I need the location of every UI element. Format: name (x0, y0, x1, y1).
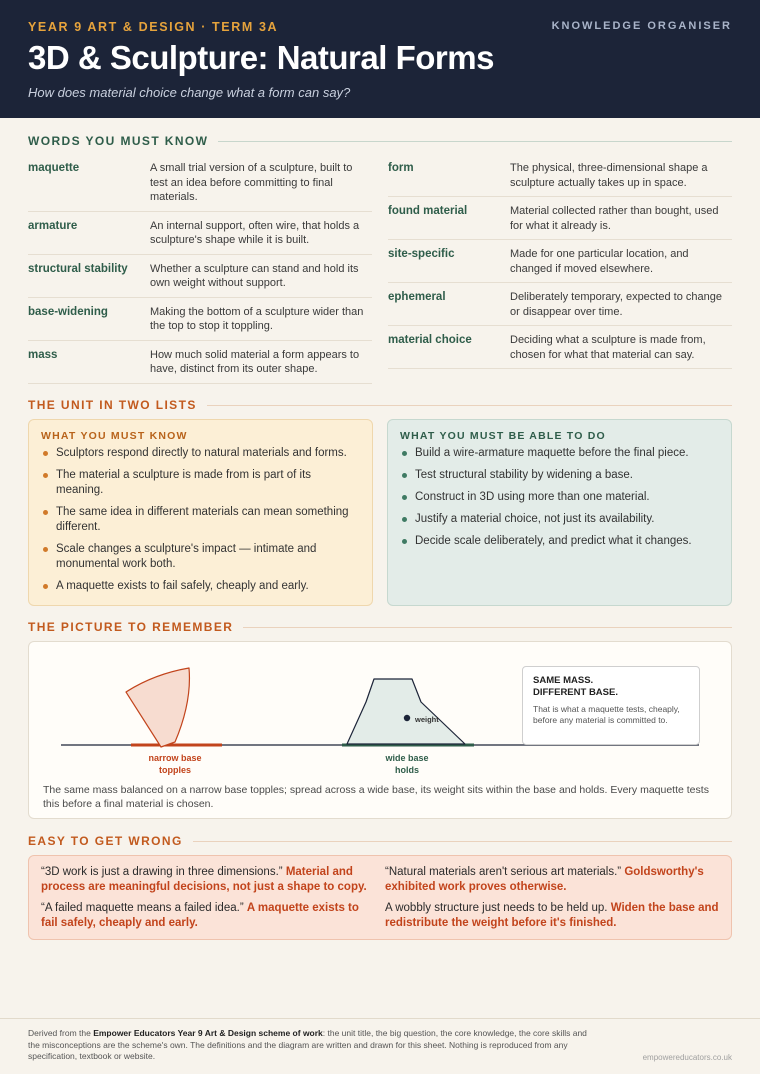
misconception-item (385, 865, 719, 895)
list-item (41, 505, 360, 535)
glossary-column-left (28, 154, 372, 384)
list-item-text: Scale changes a sculpture's impact — intimate and monumental work both. (56, 543, 317, 570)
website-credit: empowereducators.co.uk (642, 1053, 732, 1062)
list-item-text: Build a wire-armature maquette before the final piece. (415, 447, 689, 459)
glossary-item (28, 154, 372, 212)
must-know-box (28, 419, 373, 606)
source-note (28, 1028, 588, 1063)
glossary-term: site-specific (388, 248, 455, 260)
bullet-icon (43, 451, 48, 456)
page-title: 3D & Sculpture: Natural Forms (28, 39, 494, 76)
bullet-icon (402, 451, 407, 456)
document-type-tag: KNOWLEDGE ORGANISER (551, 20, 732, 32)
glossary-definition: A small trial version of a sculpture, built to test an idea before committing to final materials. (150, 162, 353, 203)
misconception-item (385, 901, 719, 931)
wide-base-label (367, 752, 447, 776)
misconception-text: A wobbly structure just needs to be held up. (385, 902, 608, 914)
correction-text: Widen the base and redistribute the weight before it's finished. (385, 902, 719, 929)
center-of-mass-dot (404, 715, 410, 721)
misconception-text: “A failed maquette means a failed idea.” (41, 902, 244, 914)
narrow-label-line1: narrow base (148, 753, 202, 763)
picture-heading (28, 620, 732, 634)
list-item (400, 446, 719, 461)
unit-eyebrow: YEAR 9 ART & DESIGN · TERM 3A (28, 20, 279, 34)
list-item (400, 468, 719, 483)
list-item (41, 468, 360, 498)
narrow-base-form (126, 668, 189, 747)
bullet-icon (402, 473, 407, 478)
source-note-pre: Derived from the (28, 1028, 94, 1038)
glossary-term: found material (388, 205, 468, 217)
glossary-column-right (388, 154, 732, 384)
glossary-definition: An internal support, often wire, that holds a sculpture's shape while it is built. (150, 219, 360, 246)
list-item-text: Justify a material choice, not just its availability. (415, 513, 655, 525)
glossary-item (28, 298, 372, 341)
glossary-definition: Material collected rather than bought, used for what it already is. (510, 205, 719, 232)
must-know-title: WHAT YOU MUST KNOW (41, 430, 188, 442)
bullet-icon (402, 495, 407, 500)
glossary-term: base-widening (28, 305, 108, 318)
glossary-item (28, 212, 372, 255)
list-item (400, 512, 719, 527)
correction-text: Goldsworthy's exhibited work proves otherwise. (385, 866, 704, 893)
glossary-item (28, 255, 372, 298)
picture-heading-text: THE PICTURE TO REMEMBER (28, 620, 234, 634)
bullet-icon (43, 584, 48, 589)
narrow-label-line2: topples (158, 765, 191, 775)
bullet-icon (402, 517, 407, 522)
correction-text: Material and process are meaningful decisions, not just a shape to copy. (41, 866, 367, 893)
misconceptions-column-left (41, 865, 375, 930)
bullet-icon (43, 547, 48, 552)
lists-heading-text: THE UNIT IN TWO LISTS (28, 398, 197, 412)
diagram-callout (522, 666, 700, 745)
misconception-item (41, 901, 375, 931)
bullet-icon (43, 510, 48, 515)
bullet-icon (43, 473, 48, 478)
page-header (0, 0, 760, 118)
callout-heading-line2: DIFFERENT BASE. (533, 687, 618, 698)
glossary-term: maquette (28, 162, 80, 174)
glossary-term: mass (28, 348, 58, 361)
bullet-icon (402, 539, 407, 544)
stability-diagram (28, 641, 732, 819)
weight-label: weight (415, 715, 439, 724)
misconception-item (41, 865, 375, 895)
glossary-heading (28, 134, 732, 148)
misconceptions-heading-text: EASY TO GET WRONG (28, 834, 183, 848)
footer-divider (0, 1018, 760, 1019)
glossary-term: ephemeral (388, 291, 446, 303)
heading-rule (193, 841, 732, 842)
glossary-item (388, 154, 732, 197)
list-item-text: Sculptors respond directly to natural materials and forms. (56, 447, 347, 459)
glossary-definition: How much solid material a form appears to have, distinct from its outer shape. (150, 348, 360, 375)
lists-heading (28, 398, 732, 412)
source-note-post: : the unit title, the big question, the core knowledge, the core skills and the misconceptions are the scheme's own. The definitions and the diagram are written and drawn for this sheet. Nothing is reproduced from any specification, textbook or website. (28, 1028, 587, 1061)
glossary-definition: Making the bottom of a sculpture wider than the top to stop it toppling. (150, 305, 364, 332)
heading-rule (243, 627, 732, 628)
glossary-definition: Whether a sculpture can stand and hold its own weight without support. (150, 262, 359, 289)
glossary-heading-text: WORDS YOU MUST KNOW (28, 134, 209, 148)
wide-label-line1: wide base (385, 753, 429, 763)
list-item (400, 534, 719, 549)
must-do-box (387, 419, 732, 606)
glossary-term: form (388, 162, 414, 174)
glossary-term: material choice (388, 334, 472, 346)
callout-body: That is what a maquette tests, cheaply, before any material is committed to. (533, 704, 680, 725)
heading-rule (207, 405, 732, 406)
wide-base-form (347, 679, 465, 744)
misconceptions-column-right (385, 865, 719, 930)
list-item-text: The material a sculpture is made from is part of its meaning. (56, 469, 312, 496)
correction-text: A maquette exists to fail safely, cheaply and early. (41, 902, 359, 929)
glossary-item (28, 341, 372, 384)
glossary-term: structural stability (28, 262, 128, 275)
misconception-text: “3D work is just a drawing in three dimensions.” (41, 866, 283, 878)
source-name: Empower Educators Year 9 Art & Design scheme of work (93, 1028, 323, 1038)
glossary-definition: Made for one particular location, and changed if moved elsewhere. (510, 248, 689, 275)
list-item-text: A maquette exists to fail safely, cheaply and early. (56, 580, 309, 592)
glossary-definition: The physical, three-dimensional shape a sculpture actually takes up in space. (510, 162, 708, 189)
glossary-definition: Deliberately temporary, expected to change or disappear over time. (510, 291, 722, 318)
diagram-caption: The same mass balanced on a narrow base topples; spread across a wide base, its weight sits within the base and holds. Every maquette tests this before a final material is chosen. (43, 784, 709, 810)
glossary-item (388, 240, 732, 283)
list-item (41, 446, 360, 461)
list-item-text: Decide scale deliberately, and predict what it changes. (415, 535, 692, 547)
list-item (41, 542, 360, 572)
glossary-item (388, 197, 732, 240)
list-item (400, 490, 719, 505)
list-item-text: Test structural stability by widening a base. (415, 469, 633, 481)
misconception-text: “Natural materials aren't serious art materials.” (385, 866, 622, 878)
glossary-term: armature (28, 219, 78, 232)
glossary-definition: Deciding what a sculpture is made from, chosen for what that material can say. (510, 334, 706, 361)
big-question: How does material choice change what a form can say? (28, 85, 351, 100)
glossary (28, 154, 732, 384)
wide-label-line2: holds (395, 765, 419, 775)
heading-rule (218, 141, 732, 142)
narrow-base-label (135, 752, 215, 776)
misconceptions-box (28, 855, 732, 940)
list-item-text: Construct in 3D using more than one material. (415, 491, 650, 503)
list-item (41, 579, 360, 594)
glossary-item (388, 283, 732, 326)
misconceptions-heading (28, 834, 732, 848)
must-do-title: WHAT YOU MUST BE ABLE TO DO (400, 430, 606, 442)
list-item-text: The same idea in different materials can mean something different. (56, 506, 349, 533)
callout-heading-line1: SAME MASS. (533, 675, 594, 686)
glossary-item (388, 326, 732, 369)
